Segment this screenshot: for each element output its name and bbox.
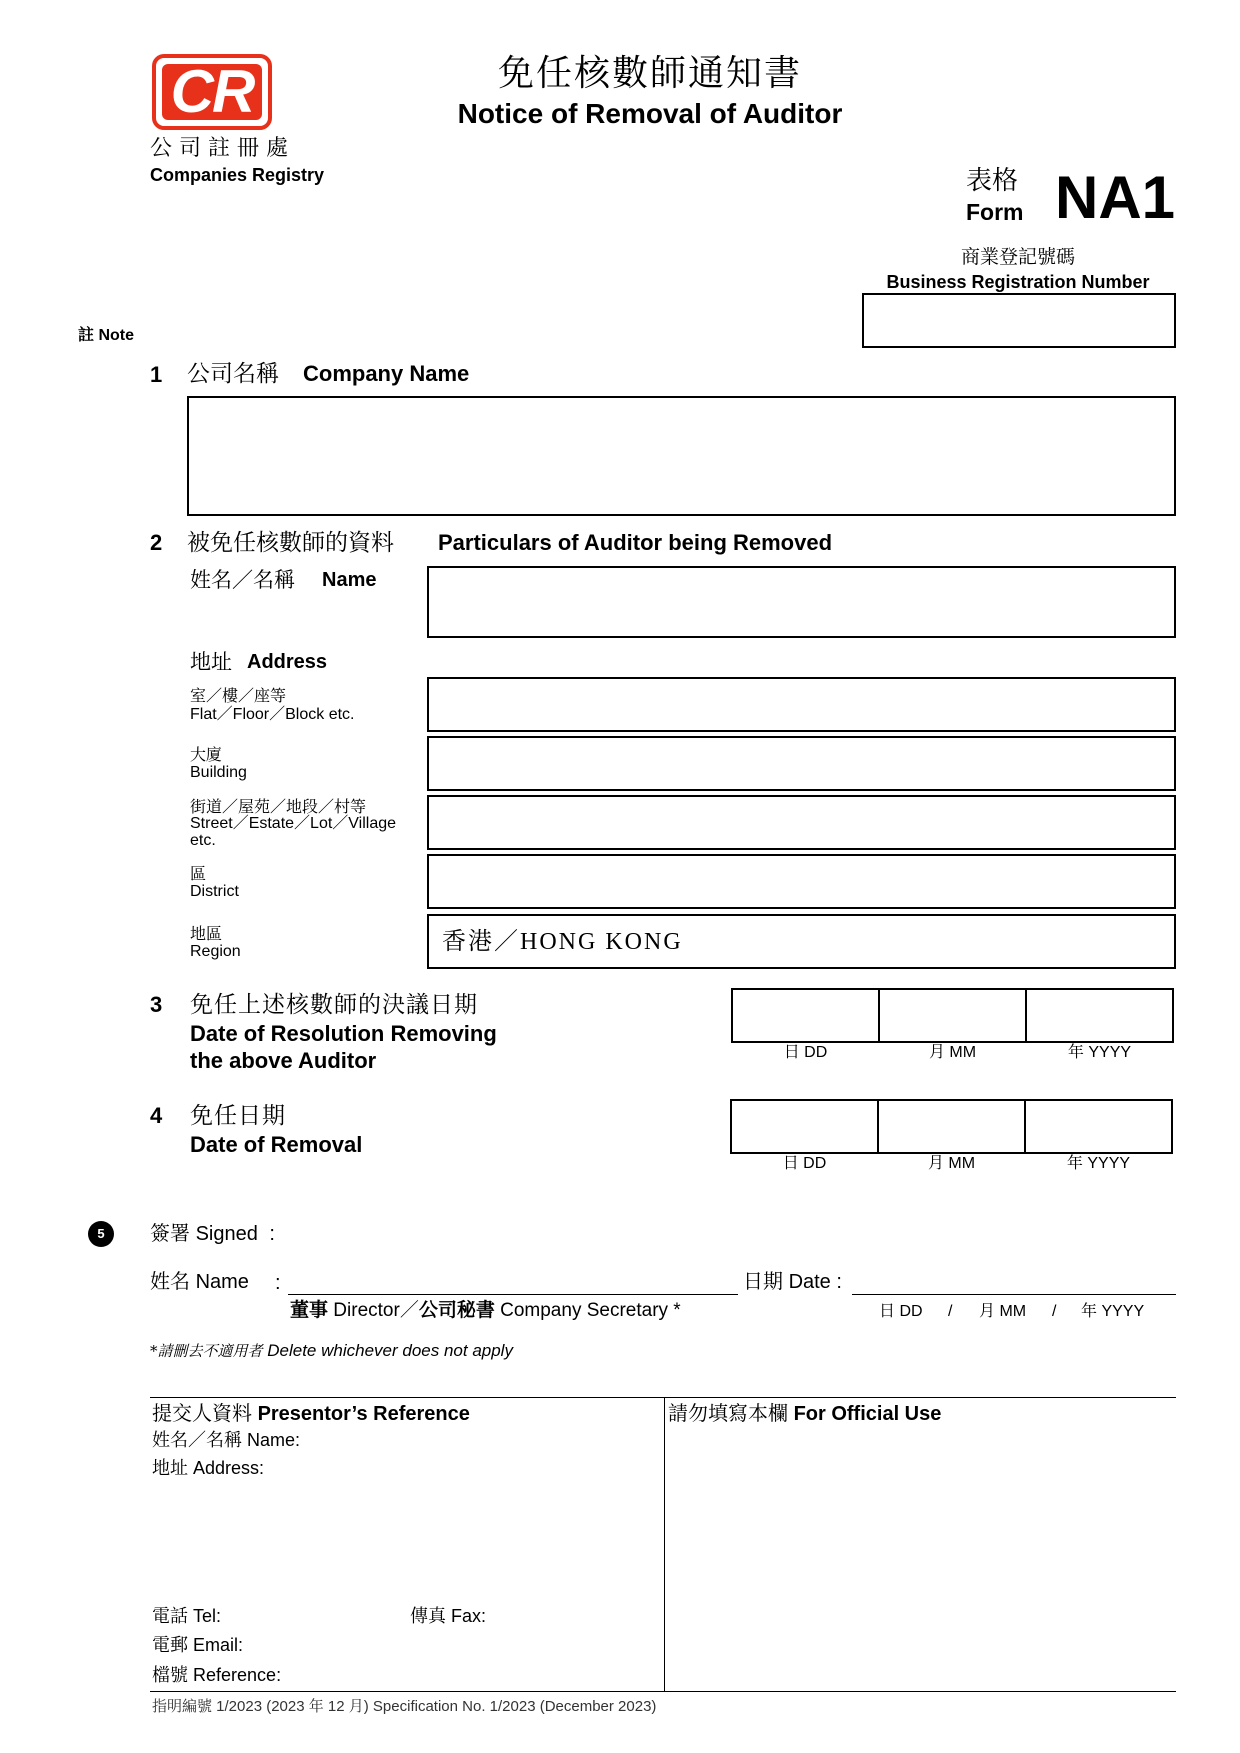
note-5-number: 5 [97, 1226, 105, 1241]
capacity-director-zh: 董事 [290, 1299, 329, 1321]
region-field [427, 914, 1176, 969]
district-label-en: District [190, 883, 239, 900]
section-4-title-en: Date of Removal [190, 1132, 363, 1157]
resolution-year-label: 年 YYYY [1067, 1044, 1132, 1061]
sign-date-format-slash-1: / [948, 1303, 953, 1320]
presentor-name [152, 1428, 300, 1453]
region-label-zh: 地區 [190, 924, 223, 943]
form-code: NA1 [1055, 164, 1176, 231]
presentor-name-zh: 姓名／名稱 [152, 1430, 242, 1451]
presentor-email [152, 1633, 243, 1658]
section-2-number: 2 [150, 530, 163, 555]
section-1-title-zh: 公司名稱 [187, 361, 279, 387]
capacity-secretary-zh: 公司秘書 [418, 1299, 495, 1321]
district-label-zh: 區 [190, 864, 207, 883]
presentor-fax [410, 1604, 486, 1629]
bottom-box-bottom-rule [150, 1691, 1176, 1692]
signer-name-line[interactable] [288, 1266, 738, 1295]
street-label-en: Street／Estate／Lot／Village [190, 815, 397, 832]
sign-date-label-zh: 日期 [743, 1269, 783, 1293]
section-4-title-zh: 免任日期 [190, 1103, 286, 1129]
section-3-title-en-2: the above Auditor [190, 1048, 377, 1073]
sign-date-label-en: Date [788, 1271, 831, 1293]
specification-footer: 指明編號 1/2023 (2023 年 12 月) Specification No. 1/2023 (December 2023) [152, 1698, 657, 1715]
presentor-reference [152, 1663, 281, 1688]
section-3-number: 3 [150, 992, 163, 1017]
presentor-title-en: Presentor’s Reference [257, 1403, 470, 1425]
section-2-title-zh: 被免任核數師的資料 [187, 530, 394, 556]
registry-name-zh: 公 司 註 冊 處 [150, 136, 288, 161]
sign-date-format-year: 年 YYYY [1081, 1303, 1145, 1320]
resolution-day-label: 日 DD [783, 1044, 828, 1061]
auditor-name-label-zh: 姓名／名稱 [190, 568, 295, 592]
district-input[interactable] [427, 854, 1176, 909]
sign-date-line[interactable] [852, 1266, 1176, 1295]
flat-label-en: Flat／Floor／Block etc. [190, 706, 355, 723]
presentor-reference-zh: 檔號 [152, 1665, 188, 1686]
note-5-badge [88, 1221, 114, 1247]
brn-label-zh: 商業登記號碼 [960, 246, 1075, 268]
signer-name-label-zh: 姓名 [150, 1269, 190, 1293]
presentor-title-zh: 提交人資料 [152, 1401, 252, 1425]
presentor-tel-zh: 電話 [152, 1606, 188, 1627]
resolution-year-input[interactable] [1025, 988, 1174, 1043]
building-label-en: Building [190, 764, 247, 781]
official-use-title [668, 1400, 941, 1427]
official-use-title-zh: 請勿填寫本欄 [668, 1401, 788, 1425]
brn-input[interactable] [862, 293, 1176, 348]
note-label: 註 Note [78, 327, 135, 344]
section-1-number: 1 [150, 362, 163, 387]
resolution-day-input[interactable] [731, 988, 880, 1043]
signer-name-label-en: Name [195, 1271, 249, 1293]
brn-label-en: Business Registration Number [886, 272, 1150, 292]
registry-name-en: Companies Registry [150, 165, 325, 185]
building-label-zh: 大廈 [190, 745, 223, 764]
sign-date-format-month: 月 MM [979, 1303, 1027, 1320]
removal-year-input[interactable] [1024, 1099, 1173, 1154]
signed-label [150, 1220, 275, 1247]
form-title-en: Notice of Removal of Auditor [457, 98, 843, 129]
capacity-secretary-en: Company Secretary * [500, 1300, 681, 1321]
presentor-email-en: Email: [193, 1635, 244, 1655]
section-1-title-en: Company Name [303, 361, 470, 386]
capacity-sep: ／ [399, 1300, 419, 1321]
address-label-zh: 地址 [190, 650, 232, 674]
presentor-reference-en: Reference: [193, 1665, 282, 1685]
street-label-en-cont: etc. [190, 832, 216, 849]
flat-label-zh: 室／樓／座等 [190, 686, 287, 705]
region-value: 香港／HONG KONG [442, 929, 683, 955]
section-4-number: 4 [150, 1103, 163, 1128]
capacity-line [290, 1298, 681, 1323]
signed-label-zh: 簽署 [150, 1221, 190, 1245]
street-input[interactable] [427, 795, 1176, 850]
presentor-name-en: Name: [247, 1430, 301, 1450]
official-use-title-en: For Official Use [793, 1403, 942, 1425]
signed-colon: : [269, 1223, 275, 1245]
presentor-address [152, 1456, 264, 1481]
form-label-en: Form [966, 199, 1024, 225]
removal-day-label: 日 DD [782, 1155, 827, 1172]
presentor-address-zh: 地址 [152, 1458, 188, 1479]
form-label-zh: 表格 [966, 166, 1019, 196]
signer-name-colon: : [275, 1272, 281, 1294]
removal-year-label: 年 YYYY [1066, 1155, 1131, 1172]
delete-note-zh: *請刪去不適用者 [150, 1342, 263, 1360]
signed-label-en: Signed [195, 1223, 258, 1245]
form-title-zh: 免任核數師通知書 [497, 53, 802, 94]
street-label-zh: 街道／屋苑／地段／村等 [190, 797, 367, 816]
presentor-fax-zh: 傳真 [410, 1606, 446, 1627]
sign-date-format-day: 日 DD [879, 1303, 923, 1320]
delete-note-en: Delete whichever does not apply [267, 1341, 513, 1360]
delete-note [150, 1340, 513, 1362]
sign-date-format-slash-2: / [1052, 1303, 1057, 1320]
removal-month-input[interactable] [877, 1099, 1026, 1154]
bottom-box-top-rule [150, 1397, 1176, 1398]
cr-logo [152, 54, 272, 130]
presentor-address-en: Address: [193, 1458, 265, 1478]
sign-date-colon: : [836, 1271, 842, 1293]
presentor-email-zh: 電郵 [152, 1635, 188, 1656]
capacity-director-en: Director [333, 1300, 400, 1321]
auditor-name-label-en: Name [322, 569, 377, 591]
resolution-month-input[interactable] [878, 988, 1027, 1043]
presentor-fax-en: Fax: [451, 1606, 487, 1626]
section-3-title-zh: 免任上述核數師的決議日期 [190, 992, 478, 1018]
sign-date-label [743, 1268, 842, 1295]
section-2-title-en: Particulars of Auditor being Removed [438, 530, 833, 555]
presentor-title [152, 1400, 470, 1427]
presentor-tel [152, 1604, 221, 1629]
company-name-input[interactable] [187, 396, 1176, 516]
logo-text: CR [170, 58, 254, 125]
signer-name-label [150, 1268, 249, 1295]
removal-month-label: 月 MM [927, 1155, 976, 1172]
flat-input[interactable] [427, 677, 1176, 732]
section-3-title-en-1: Date of Resolution Removing [190, 1021, 497, 1046]
resolution-month-label: 月 MM [928, 1044, 977, 1061]
region-label-en: Region [190, 943, 241, 960]
address-label-en: Address [247, 651, 328, 673]
presentor-tel-en: Tel: [193, 1606, 222, 1626]
removal-day-input[interactable] [730, 1099, 879, 1154]
building-input[interactable] [427, 736, 1176, 791]
bottom-box-divider [664, 1397, 665, 1691]
auditor-name-input[interactable] [427, 566, 1176, 638]
